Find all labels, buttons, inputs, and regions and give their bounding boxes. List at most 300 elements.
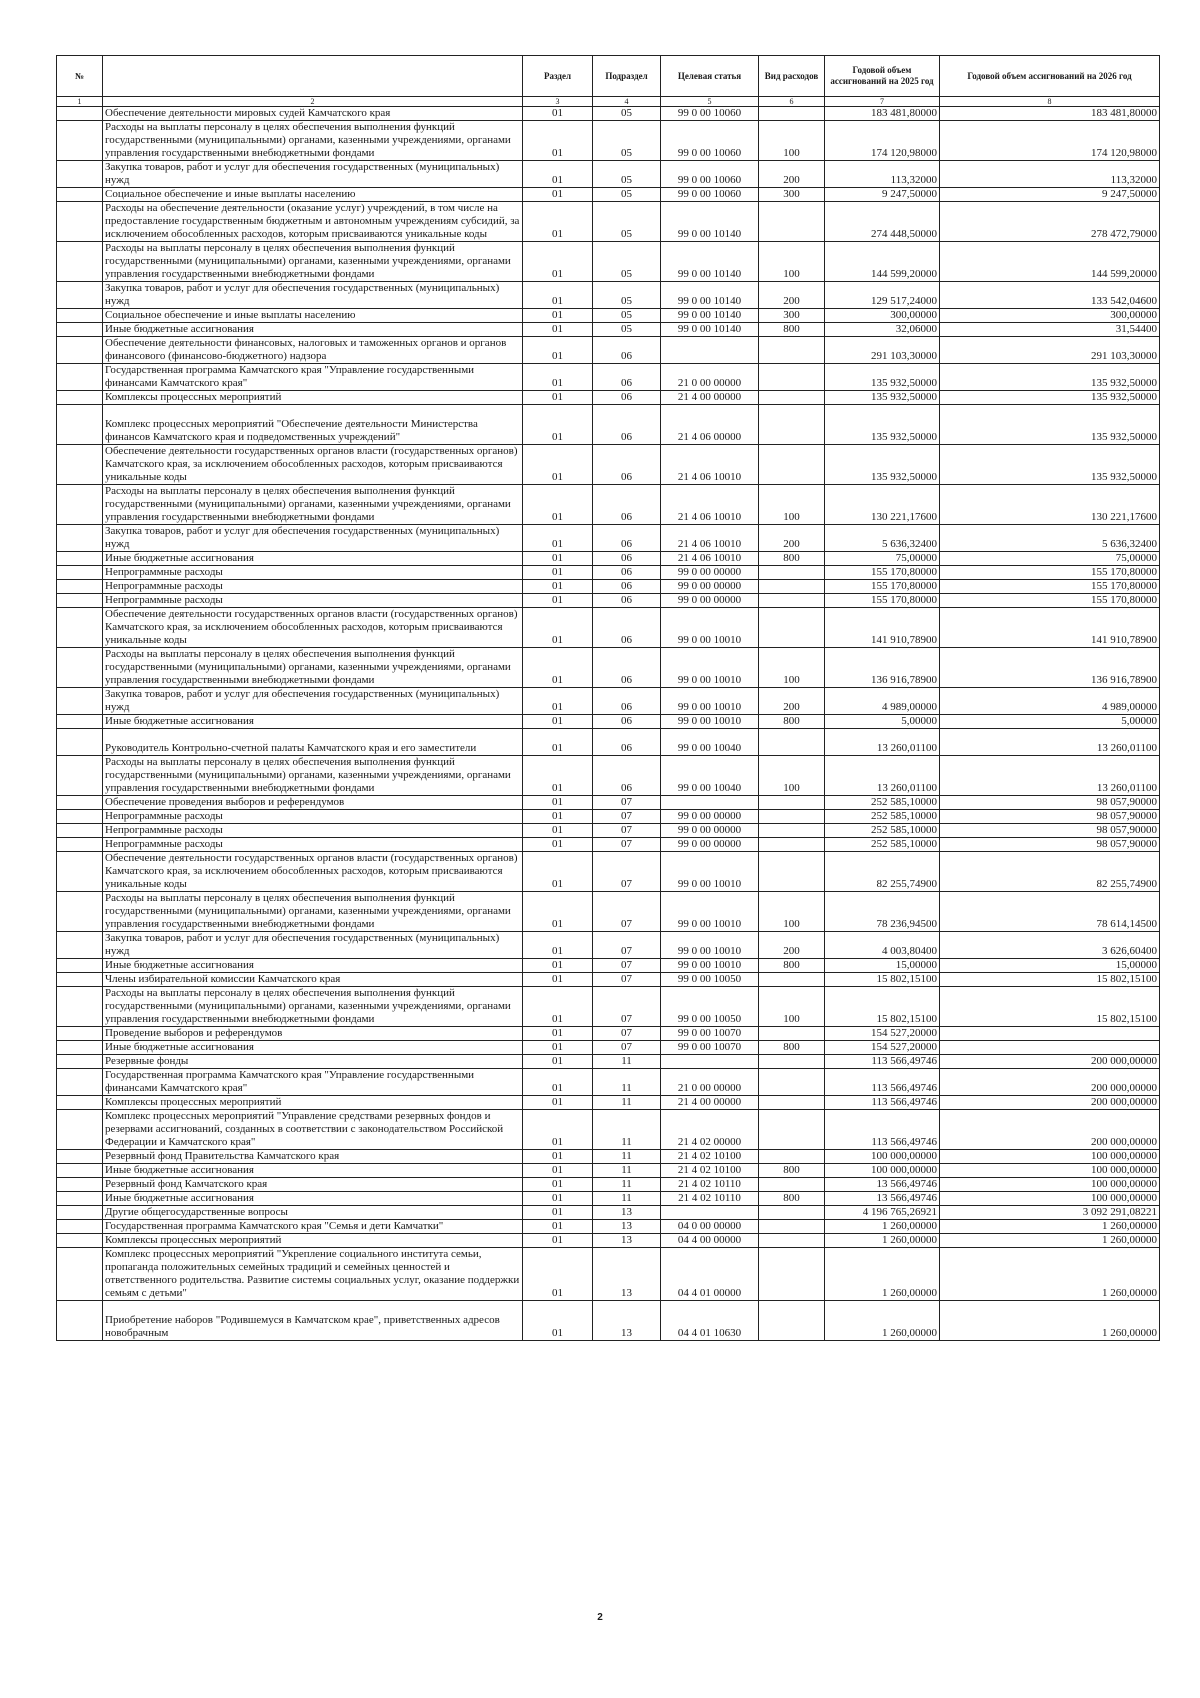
cell-allocation-2026: 1 260,00000 bbox=[940, 1301, 1160, 1341]
table-row bbox=[57, 107, 1160, 121]
table-row bbox=[57, 1027, 1160, 1041]
table-row bbox=[57, 756, 1160, 796]
cell-allocation-2025: 13 566,49746 bbox=[825, 1178, 940, 1192]
cell-expense-type: 100 bbox=[759, 892, 825, 932]
cell-podrazdel: 07 bbox=[593, 987, 661, 1027]
cell-podrazdel: 06 bbox=[593, 608, 661, 648]
table-row bbox=[57, 688, 1160, 715]
cell-name: Расходы на выплаты персоналу в целях обеспечения выполнения функций государственными (муниципальными) органами, казенными учреждениями, органами управления государственными внебюджетными фондами bbox=[103, 485, 523, 525]
cell-razdel: 01 bbox=[523, 1164, 593, 1178]
cell-allocation-2026: 200 000,00000 bbox=[940, 1110, 1160, 1150]
cell-allocation-2026: 135 932,50000 bbox=[940, 364, 1160, 391]
cell-target-article: 21 4 06 10010 bbox=[661, 525, 759, 552]
cell-razdel: 01 bbox=[523, 594, 593, 608]
cell-name: Расходы на выплаты персоналу в целях обеспечения выполнения функций государственными (муниципальными) органами, казенными учреждениями, органами управления государственными внебюджетными фондами bbox=[103, 756, 523, 796]
table-row bbox=[57, 1041, 1160, 1055]
cell-allocation-2025: 135 932,50000 bbox=[825, 391, 940, 405]
cell-allocation-2025: 252 585,10000 bbox=[825, 838, 940, 852]
cell-allocation-2026: 100 000,00000 bbox=[940, 1192, 1160, 1206]
cell-target-article bbox=[661, 337, 759, 364]
cell-allocation-2026: 135 932,50000 bbox=[940, 445, 1160, 485]
cell-allocation-2025: 4 989,00000 bbox=[825, 688, 940, 715]
cell-allocation-2026: 278 472,79000 bbox=[940, 202, 1160, 242]
cell-allocation-2026: 1 260,00000 bbox=[940, 1248, 1160, 1301]
cell-razdel: 01 bbox=[523, 1206, 593, 1220]
cell-expense-type bbox=[759, 1055, 825, 1069]
table-row bbox=[57, 959, 1160, 973]
cell-number bbox=[57, 107, 103, 121]
cell-razdel: 01 bbox=[523, 552, 593, 566]
cell-allocation-2025: 129 517,24000 bbox=[825, 282, 940, 309]
cell-expense-type bbox=[759, 445, 825, 485]
cell-allocation-2026: 155 170,80000 bbox=[940, 566, 1160, 580]
cell-expense-type: 800 bbox=[759, 323, 825, 337]
cell-allocation-2025: 113 566,49746 bbox=[825, 1055, 940, 1069]
table-row bbox=[57, 987, 1160, 1027]
cell-target-article: 99 0 00 10010 bbox=[661, 892, 759, 932]
table-row bbox=[57, 1178, 1160, 1192]
cell-razdel: 01 bbox=[523, 525, 593, 552]
cell-razdel: 01 bbox=[523, 1027, 593, 1041]
table-row bbox=[57, 391, 1160, 405]
cell-number bbox=[57, 608, 103, 648]
cell-expense-type: 100 bbox=[759, 485, 825, 525]
column-number-row bbox=[57, 97, 1160, 107]
header-row bbox=[57, 56, 1160, 97]
cell-name: Непрограммные расходы bbox=[103, 810, 523, 824]
cell-allocation-2026 bbox=[940, 1027, 1160, 1041]
cell-allocation-2026: 9 247,50000 bbox=[940, 188, 1160, 202]
cell-name: Социальное обеспечение и иные выплаты населению bbox=[103, 188, 523, 202]
cell-expense-type: 100 bbox=[759, 756, 825, 796]
cell-allocation-2026: 15,00000 bbox=[940, 959, 1160, 973]
cell-name: Непрограммные расходы bbox=[103, 838, 523, 852]
cell-name: Иные бюджетные ассигнования bbox=[103, 1164, 523, 1178]
header-expense-type: Вид расходов bbox=[759, 56, 825, 97]
cell-number bbox=[57, 580, 103, 594]
table-row bbox=[57, 485, 1160, 525]
cell-podrazdel: 11 bbox=[593, 1055, 661, 1069]
cell-target-article: 99 0 00 10140 bbox=[661, 202, 759, 242]
table-row bbox=[57, 852, 1160, 892]
cell-name: Обеспечение деятельности мировых судей Камчатского края bbox=[103, 107, 523, 121]
cell-number bbox=[57, 756, 103, 796]
cell-number bbox=[57, 282, 103, 309]
cell-podrazdel: 07 bbox=[593, 932, 661, 959]
cell-number bbox=[57, 202, 103, 242]
cell-target-article: 99 0 00 00000 bbox=[661, 580, 759, 594]
cell-allocation-2025: 174 120,98000 bbox=[825, 121, 940, 161]
cell-expense-type bbox=[759, 202, 825, 242]
cell-razdel: 01 bbox=[523, 932, 593, 959]
table-row bbox=[57, 1055, 1160, 1069]
cell-podrazdel: 13 bbox=[593, 1206, 661, 1220]
table-row bbox=[57, 1110, 1160, 1150]
table-row bbox=[57, 796, 1160, 810]
budget-allocation-table bbox=[56, 55, 1160, 1341]
cell-name: Проведение выборов и референдумов bbox=[103, 1027, 523, 1041]
cell-allocation-2026: 141 910,78900 bbox=[940, 608, 1160, 648]
cell-expense-type: 200 bbox=[759, 525, 825, 552]
cell-allocation-2025: 300,00000 bbox=[825, 309, 940, 323]
cell-allocation-2026: 155 170,80000 bbox=[940, 594, 1160, 608]
cell-razdel: 01 bbox=[523, 1055, 593, 1069]
cell-target-article: 21 4 02 10110 bbox=[661, 1178, 759, 1192]
cell-razdel: 01 bbox=[523, 445, 593, 485]
cell-razdel: 01 bbox=[523, 580, 593, 594]
cell-target-article: 99 0 00 00000 bbox=[661, 838, 759, 852]
cell-number bbox=[57, 1041, 103, 1055]
cell-allocation-2025: 15 802,15100 bbox=[825, 973, 940, 987]
cell-name: Иные бюджетные ассигнования bbox=[103, 1192, 523, 1206]
cell-allocation-2025: 82 255,74900 bbox=[825, 852, 940, 892]
cell-number bbox=[57, 852, 103, 892]
cell-number bbox=[57, 188, 103, 202]
cell-name: Расходы на выплаты персоналу в целях обеспечения выполнения функций государственными (муниципальными) органами, казенными учреждениями, органами управления государственными внебюджетными фондами bbox=[103, 242, 523, 282]
table-row bbox=[57, 1150, 1160, 1164]
cell-target-article bbox=[661, 1055, 759, 1069]
cell-number bbox=[57, 242, 103, 282]
cell-allocation-2025: 15,00000 bbox=[825, 959, 940, 973]
cell-expense-type bbox=[759, 1234, 825, 1248]
cell-podrazdel: 11 bbox=[593, 1178, 661, 1192]
cell-target-article: 99 0 00 10010 bbox=[661, 688, 759, 715]
cell-podrazdel: 13 bbox=[593, 1220, 661, 1234]
cell-name: Другие общегосударственные вопросы bbox=[103, 1206, 523, 1220]
cell-target-article: 99 0 00 10060 bbox=[661, 107, 759, 121]
cell-target-article: 21 0 00 00000 bbox=[661, 364, 759, 391]
cell-allocation-2025: 135 932,50000 bbox=[825, 445, 940, 485]
cell-name: Комплексы процессных мероприятий bbox=[103, 1234, 523, 1248]
header-allocation-2026: Годовой объем ассигнований на 2026 год bbox=[940, 56, 1160, 97]
cell-podrazdel: 06 bbox=[593, 525, 661, 552]
table-row bbox=[57, 525, 1160, 552]
cell-expense-type bbox=[759, 608, 825, 648]
cell-podrazdel: 06 bbox=[593, 405, 661, 445]
cell-razdel: 01 bbox=[523, 1220, 593, 1234]
cell-podrazdel: 11 bbox=[593, 1192, 661, 1206]
cell-razdel: 01 bbox=[523, 824, 593, 838]
table-row bbox=[57, 810, 1160, 824]
table-row bbox=[57, 838, 1160, 852]
cell-razdel: 01 bbox=[523, 1234, 593, 1248]
cell-allocation-2026: 75,00000 bbox=[940, 552, 1160, 566]
cell-name: Комплексы процессных мероприятий bbox=[103, 391, 523, 405]
cell-target-article: 99 0 00 00000 bbox=[661, 810, 759, 824]
cell-target-article: 99 0 00 10140 bbox=[661, 309, 759, 323]
cell-name: Обеспечение деятельности государственных органов власти (государственных органов) Камчатского края, за исключением обособленных расходов, которым присваиваются уникальные коды bbox=[103, 445, 523, 485]
cell-allocation-2025: 252 585,10000 bbox=[825, 796, 940, 810]
cell-expense-type bbox=[759, 566, 825, 580]
cell-allocation-2026: 135 932,50000 bbox=[940, 391, 1160, 405]
table-row bbox=[57, 1192, 1160, 1206]
cell-allocation-2026: 13 260,01100 bbox=[940, 756, 1160, 796]
cell-name: Расходы на выплаты персоналу в целях обеспечения выполнения функций государственными (муниципальными) органами, казенными учреждениями, органами управления государственными внебюджетными фондами bbox=[103, 121, 523, 161]
cell-allocation-2026: 200 000,00000 bbox=[940, 1096, 1160, 1110]
cell-razdel: 01 bbox=[523, 1096, 593, 1110]
cell-allocation-2026: 300,00000 bbox=[940, 309, 1160, 323]
cell-number bbox=[57, 309, 103, 323]
cell-number bbox=[57, 121, 103, 161]
column-number: 6 bbox=[759, 97, 825, 107]
cell-expense-type: 100 bbox=[759, 648, 825, 688]
cell-name: Государственная программа Камчатского края "Управление государственными финансами Камчатского края" bbox=[103, 1069, 523, 1096]
cell-target-article: 04 4 01 00000 bbox=[661, 1248, 759, 1301]
cell-number bbox=[57, 485, 103, 525]
cell-number bbox=[57, 1096, 103, 1110]
cell-podrazdel: 07 bbox=[593, 892, 661, 932]
cell-allocation-2026: 1 260,00000 bbox=[940, 1234, 1160, 1248]
cell-number bbox=[57, 1178, 103, 1192]
cell-razdel: 01 bbox=[523, 1192, 593, 1206]
cell-target-article: 99 0 00 10040 bbox=[661, 756, 759, 796]
cell-expense-type: 200 bbox=[759, 932, 825, 959]
cell-expense-type: 200 bbox=[759, 688, 825, 715]
cell-razdel: 01 bbox=[523, 202, 593, 242]
cell-expense-type bbox=[759, 580, 825, 594]
cell-podrazdel: 07 bbox=[593, 1041, 661, 1055]
table-row bbox=[57, 364, 1160, 391]
table-row bbox=[57, 973, 1160, 987]
cell-number bbox=[57, 161, 103, 188]
cell-allocation-2025: 113 566,49746 bbox=[825, 1096, 940, 1110]
cell-target-article: 99 0 00 10010 bbox=[661, 608, 759, 648]
cell-expense-type bbox=[759, 973, 825, 987]
cell-allocation-2026: 291 103,30000 bbox=[940, 337, 1160, 364]
cell-expense-type bbox=[759, 810, 825, 824]
cell-allocation-2026: 78 614,14500 bbox=[940, 892, 1160, 932]
table-row bbox=[57, 566, 1160, 580]
cell-allocation-2025: 75,00000 bbox=[825, 552, 940, 566]
column-number: 2 bbox=[103, 97, 523, 107]
cell-podrazdel: 05 bbox=[593, 202, 661, 242]
table-row bbox=[57, 1069, 1160, 1096]
table-body bbox=[57, 107, 1160, 1341]
cell-allocation-2026: 200 000,00000 bbox=[940, 1069, 1160, 1096]
cell-podrazdel: 06 bbox=[593, 364, 661, 391]
cell-number bbox=[57, 1234, 103, 1248]
cell-allocation-2025: 136 916,78900 bbox=[825, 648, 940, 688]
cell-podrazdel: 05 bbox=[593, 242, 661, 282]
cell-allocation-2026 bbox=[940, 1041, 1160, 1055]
cell-name: Расходы на выплаты персоналу в целях обеспечения выполнения функций государственными (муниципальными) органами, казенными учреждениями, органами управления государственными внебюджетными фондами bbox=[103, 648, 523, 688]
table-row bbox=[57, 1220, 1160, 1234]
cell-podrazdel: 13 bbox=[593, 1301, 661, 1341]
cell-expense-type bbox=[759, 1027, 825, 1041]
table-row bbox=[57, 242, 1160, 282]
cell-razdel: 01 bbox=[523, 973, 593, 987]
cell-allocation-2026: 133 542,04600 bbox=[940, 282, 1160, 309]
cell-number bbox=[57, 1206, 103, 1220]
cell-allocation-2026: 5,00000 bbox=[940, 715, 1160, 729]
cell-razdel: 01 bbox=[523, 282, 593, 309]
cell-expense-type: 300 bbox=[759, 309, 825, 323]
cell-allocation-2025: 130 221,17600 bbox=[825, 485, 940, 525]
cell-expense-type bbox=[759, 1150, 825, 1164]
cell-name: Иные бюджетные ассигнования bbox=[103, 715, 523, 729]
table-row bbox=[57, 445, 1160, 485]
column-number: 5 bbox=[661, 97, 759, 107]
cell-allocation-2025: 1 260,00000 bbox=[825, 1301, 940, 1341]
table-row bbox=[57, 337, 1160, 364]
cell-allocation-2025: 100 000,00000 bbox=[825, 1164, 940, 1178]
cell-name: Обеспечение проведения выборов и референдумов bbox=[103, 796, 523, 810]
cell-expense-type bbox=[759, 364, 825, 391]
cell-name: Непрограммные расходы bbox=[103, 594, 523, 608]
cell-name: Резервные фонды bbox=[103, 1055, 523, 1069]
cell-podrazdel: 06 bbox=[593, 688, 661, 715]
cell-target-article: 21 4 02 10110 bbox=[661, 1192, 759, 1206]
cell-expense-type: 300 bbox=[759, 188, 825, 202]
cell-number bbox=[57, 594, 103, 608]
cell-number bbox=[57, 405, 103, 445]
cell-razdel: 01 bbox=[523, 1248, 593, 1301]
cell-number bbox=[57, 323, 103, 337]
cell-name: Члены избирательной комиссии Камчатского края bbox=[103, 973, 523, 987]
cell-target-article: 21 4 02 00000 bbox=[661, 1110, 759, 1150]
cell-podrazdel: 07 bbox=[593, 838, 661, 852]
header-podrazdel: Подраздел bbox=[593, 56, 661, 97]
cell-allocation-2025: 15 802,15100 bbox=[825, 987, 940, 1027]
cell-target-article: 21 4 00 00000 bbox=[661, 1096, 759, 1110]
cell-razdel: 01 bbox=[523, 364, 593, 391]
cell-expense-type bbox=[759, 1248, 825, 1301]
cell-razdel: 01 bbox=[523, 987, 593, 1027]
table-row bbox=[57, 323, 1160, 337]
cell-allocation-2026: 98 057,90000 bbox=[940, 810, 1160, 824]
cell-razdel: 01 bbox=[523, 1178, 593, 1192]
cell-podrazdel: 13 bbox=[593, 1248, 661, 1301]
column-number: 3 bbox=[523, 97, 593, 107]
header-razdel: Раздел bbox=[523, 56, 593, 97]
cell-podrazdel: 05 bbox=[593, 282, 661, 309]
cell-razdel: 01 bbox=[523, 391, 593, 405]
cell-allocation-2025: 78 236,94500 bbox=[825, 892, 940, 932]
cell-name: Комплекс процессных мероприятий "Управление средствами резервных фондов и резервами ассигнований, созданных в соответствии с законодательством Российской Федерации и Камчатского края" bbox=[103, 1110, 523, 1150]
cell-number bbox=[57, 648, 103, 688]
cell-number bbox=[57, 1220, 103, 1234]
cell-allocation-2026: 3 626,60400 bbox=[940, 932, 1160, 959]
cell-podrazdel: 05 bbox=[593, 323, 661, 337]
table-row bbox=[57, 552, 1160, 566]
cell-name: Иные бюджетные ассигнования bbox=[103, 323, 523, 337]
cell-razdel: 01 bbox=[523, 309, 593, 323]
cell-expense-type: 800 bbox=[759, 959, 825, 973]
cell-expense-type: 100 bbox=[759, 242, 825, 282]
cell-number bbox=[57, 1248, 103, 1301]
cell-allocation-2025: 32,06000 bbox=[825, 323, 940, 337]
cell-allocation-2025: 291 103,30000 bbox=[825, 337, 940, 364]
cell-allocation-2025: 4 196 765,26921 bbox=[825, 1206, 940, 1220]
header-name bbox=[103, 56, 523, 97]
table-row bbox=[57, 892, 1160, 932]
cell-podrazdel: 06 bbox=[593, 566, 661, 580]
cell-number bbox=[57, 552, 103, 566]
cell-target-article: 21 4 06 00000 bbox=[661, 405, 759, 445]
cell-name: Непрограммные расходы bbox=[103, 580, 523, 594]
cell-allocation-2025: 135 932,50000 bbox=[825, 364, 940, 391]
cell-target-article: 99 0 00 10060 bbox=[661, 121, 759, 161]
cell-allocation-2026: 98 057,90000 bbox=[940, 838, 1160, 852]
cell-podrazdel: 11 bbox=[593, 1150, 661, 1164]
cell-podrazdel: 07 bbox=[593, 796, 661, 810]
cell-allocation-2026: 82 255,74900 bbox=[940, 852, 1160, 892]
cell-allocation-2025: 252 585,10000 bbox=[825, 824, 940, 838]
page-number: 2 bbox=[597, 1612, 603, 1623]
cell-expense-type bbox=[759, 594, 825, 608]
cell-razdel: 01 bbox=[523, 648, 593, 688]
cell-expense-type bbox=[759, 1069, 825, 1096]
cell-target-article: 04 4 00 00000 bbox=[661, 1234, 759, 1248]
cell-number bbox=[57, 824, 103, 838]
cell-target-article: 99 0 00 10010 bbox=[661, 959, 759, 973]
cell-podrazdel: 06 bbox=[593, 715, 661, 729]
cell-allocation-2026: 155 170,80000 bbox=[940, 580, 1160, 594]
cell-name: Расходы на выплаты персоналу в целях обеспечения выполнения функций государственными (муниципальными) органами, казенными учреждениями, органами управления государственными внебюджетными фондами bbox=[103, 892, 523, 932]
cell-allocation-2026: 1 260,00000 bbox=[940, 1220, 1160, 1234]
cell-name: Обеспечение деятельности государственных органов власти (государственных органов) Камчатского края, за исключением обособленных расходов, которым присваиваются уникальные коды bbox=[103, 608, 523, 648]
cell-allocation-2025: 1 260,00000 bbox=[825, 1248, 940, 1301]
cell-allocation-2025: 100 000,00000 bbox=[825, 1150, 940, 1164]
table-row bbox=[57, 1164, 1160, 1178]
cell-target-article: 99 0 00 10070 bbox=[661, 1041, 759, 1055]
cell-target-article: 21 4 06 10010 bbox=[661, 485, 759, 525]
cell-name: Закупка товаров, работ и услуг для обеспечения государственных (муниципальных) нужд bbox=[103, 688, 523, 715]
table-row bbox=[57, 824, 1160, 838]
cell-number bbox=[57, 1027, 103, 1041]
cell-allocation-2025: 113 566,49746 bbox=[825, 1069, 940, 1096]
cell-number bbox=[57, 959, 103, 973]
cell-allocation-2025: 4 003,80400 bbox=[825, 932, 940, 959]
cell-target-article: 99 0 00 10140 bbox=[661, 282, 759, 309]
cell-name: Резервный фонд Камчатского края bbox=[103, 1178, 523, 1192]
cell-razdel: 01 bbox=[523, 107, 593, 121]
cell-expense-type bbox=[759, 391, 825, 405]
cell-podrazdel: 11 bbox=[593, 1069, 661, 1096]
cell-target-article: 99 0 00 10050 bbox=[661, 987, 759, 1027]
cell-allocation-2026: 31,54400 bbox=[940, 323, 1160, 337]
cell-allocation-2026: 5 636,32400 bbox=[940, 525, 1160, 552]
cell-podrazdel: 13 bbox=[593, 1234, 661, 1248]
cell-expense-type: 800 bbox=[759, 1041, 825, 1055]
cell-target-article: 99 0 00 00000 bbox=[661, 594, 759, 608]
cell-razdel: 01 bbox=[523, 337, 593, 364]
cell-name: Закупка товаров, работ и услуг для обеспечения государственных (муниципальных) нужд bbox=[103, 161, 523, 188]
cell-podrazdel: 11 bbox=[593, 1164, 661, 1178]
cell-expense-type bbox=[759, 337, 825, 364]
cell-podrazdel: 06 bbox=[593, 445, 661, 485]
cell-allocation-2026: 136 916,78900 bbox=[940, 648, 1160, 688]
cell-target-article bbox=[661, 1206, 759, 1220]
cell-razdel: 01 bbox=[523, 715, 593, 729]
cell-target-article: 99 0 00 10060 bbox=[661, 161, 759, 188]
cell-expense-type bbox=[759, 852, 825, 892]
cell-target-article: 21 0 00 00000 bbox=[661, 1069, 759, 1096]
cell-allocation-2026: 130 221,17600 bbox=[940, 485, 1160, 525]
cell-allocation-2025: 144 599,20000 bbox=[825, 242, 940, 282]
cell-target-article: 99 0 00 10010 bbox=[661, 715, 759, 729]
cell-expense-type: 200 bbox=[759, 282, 825, 309]
table-row bbox=[57, 729, 1160, 756]
cell-expense-type bbox=[759, 1206, 825, 1220]
cell-razdel: 01 bbox=[523, 796, 593, 810]
cell-name: Непрограммные расходы bbox=[103, 566, 523, 580]
table-row bbox=[57, 1248, 1160, 1301]
cell-expense-type: 800 bbox=[759, 1164, 825, 1178]
table-row bbox=[57, 202, 1160, 242]
table-row bbox=[57, 188, 1160, 202]
cell-podrazdel: 05 bbox=[593, 161, 661, 188]
